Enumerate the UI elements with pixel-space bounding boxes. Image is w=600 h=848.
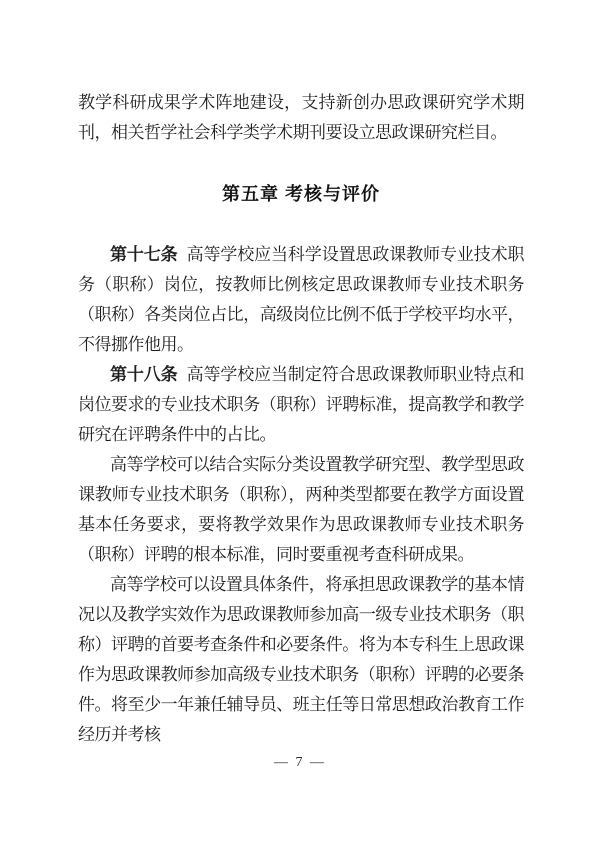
page-number: — 7 —	[274, 755, 326, 770]
article-18-number: 第十八条	[110, 365, 178, 384]
paragraph-evaluation-conditions: 高等学校可以设置具体条件，将承担思政课教学的基本情况以及教学实效作为思政课教师参加高一级专业技术职务（职称）评聘的首要考查条件和必要条件。将为本专科生上思政课作为思政课教师参加高级专业技术职务（职称）评聘的必要条件。将至少一年兼任辅导员、班主任等日常思想政治教育工作经历并考核	[78, 575, 524, 744]
article-18-text: 高等学校应当制定符合思政课教师职业特点和岗位要求的专业技术职务（职称）评聘标准，提高教学和教学研究在评聘条件中的占比。	[78, 365, 525, 444]
article-17-text: 高等学校应当科学设置思政课教师专业技术职务（职称）岗位，按教师比例核定思政课教师专业技术职务（职称）各类岗位占比，高级岗位比例不低于学校平均水平，不得挪作他用。	[78, 245, 525, 354]
document-content	[78, 88, 524, 750]
continuation-paragraph: 教学科研成果学术阵地建设，支持新创办思政课研究学术期刊，相关哲学社会科学类学术期刊要设立思政课研究栏目。	[78, 93, 524, 142]
paragraph-classification-of-posts: 高等学校可以结合实际分类设置教学研究型、教学型思政课教师专业技术职务（职称），两种类型都要在教学方面设置基本任务要求，要将教学效果作为思政课教师专业技术职务（职称）评聘的根本标准，同时要重视考查科研成果。	[78, 455, 524, 564]
article-17-paragraph	[78, 240, 524, 360]
page-footer	[0, 752, 600, 774]
chapter-heading: 第五章 考核与评价	[221, 184, 380, 204]
article-17-number: 第十七条	[110, 245, 178, 264]
article-18-paragraph	[78, 360, 524, 450]
